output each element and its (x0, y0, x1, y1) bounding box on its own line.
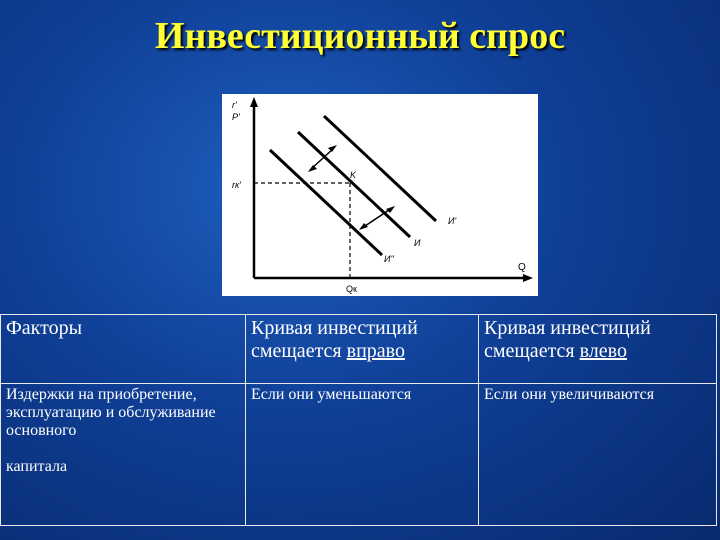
shift-arrow-up-head-right (328, 145, 337, 152)
slide-title: Инвестиционный спрос (154, 15, 566, 57)
table-header-row (1, 315, 717, 384)
header-shift-left (479, 315, 717, 384)
curve-i-prime (324, 116, 436, 221)
row-shift-right-cell: Если они уменьшаются (246, 384, 479, 526)
header-shift-left-direction: влево (579, 340, 627, 362)
diagram-svg (222, 94, 538, 296)
point-k-label: K (350, 170, 357, 180)
row-factor-tail: капитала (6, 458, 68, 475)
header-shift-right-direction: вправо (346, 340, 405, 362)
x-point-label: Qк (346, 284, 357, 294)
investment-demand-diagram (222, 94, 538, 296)
header-shift-right-prefix: Кривая инвестиций смещается (251, 317, 418, 362)
row-shift-left-cell: Если они увеличиваются (479, 384, 717, 526)
factors-table (0, 314, 717, 526)
row-factor-cell (1, 384, 246, 526)
header-shift-right (246, 315, 479, 384)
header-shift-left-prefix: Кривая инвестиций смещается (484, 317, 651, 362)
curve-label-i-prime: И' (448, 216, 457, 226)
curve-i (298, 132, 410, 237)
curve-label-i: И (414, 238, 421, 248)
shift-arrow-down (362, 208, 392, 228)
x-axis-label: Q (518, 262, 526, 273)
y-axis-label-r: r' (232, 100, 237, 110)
y-axis-arrow (250, 97, 258, 107)
curve-label-i-double-prime: И'' (384, 254, 394, 264)
header-factors: Факторы (1, 315, 246, 384)
x-axis-arrow (523, 274, 533, 282)
curve-i-double-prime (270, 150, 382, 255)
row-factor-text: Издержки на приобретение, эксплуатацию и обслуживание основного (6, 386, 216, 439)
shift-arrow-up-head-left (308, 165, 317, 172)
y-axis-label-p: P' (232, 112, 240, 122)
table-row (1, 384, 717, 526)
y-level-label: rк' (232, 180, 241, 190)
